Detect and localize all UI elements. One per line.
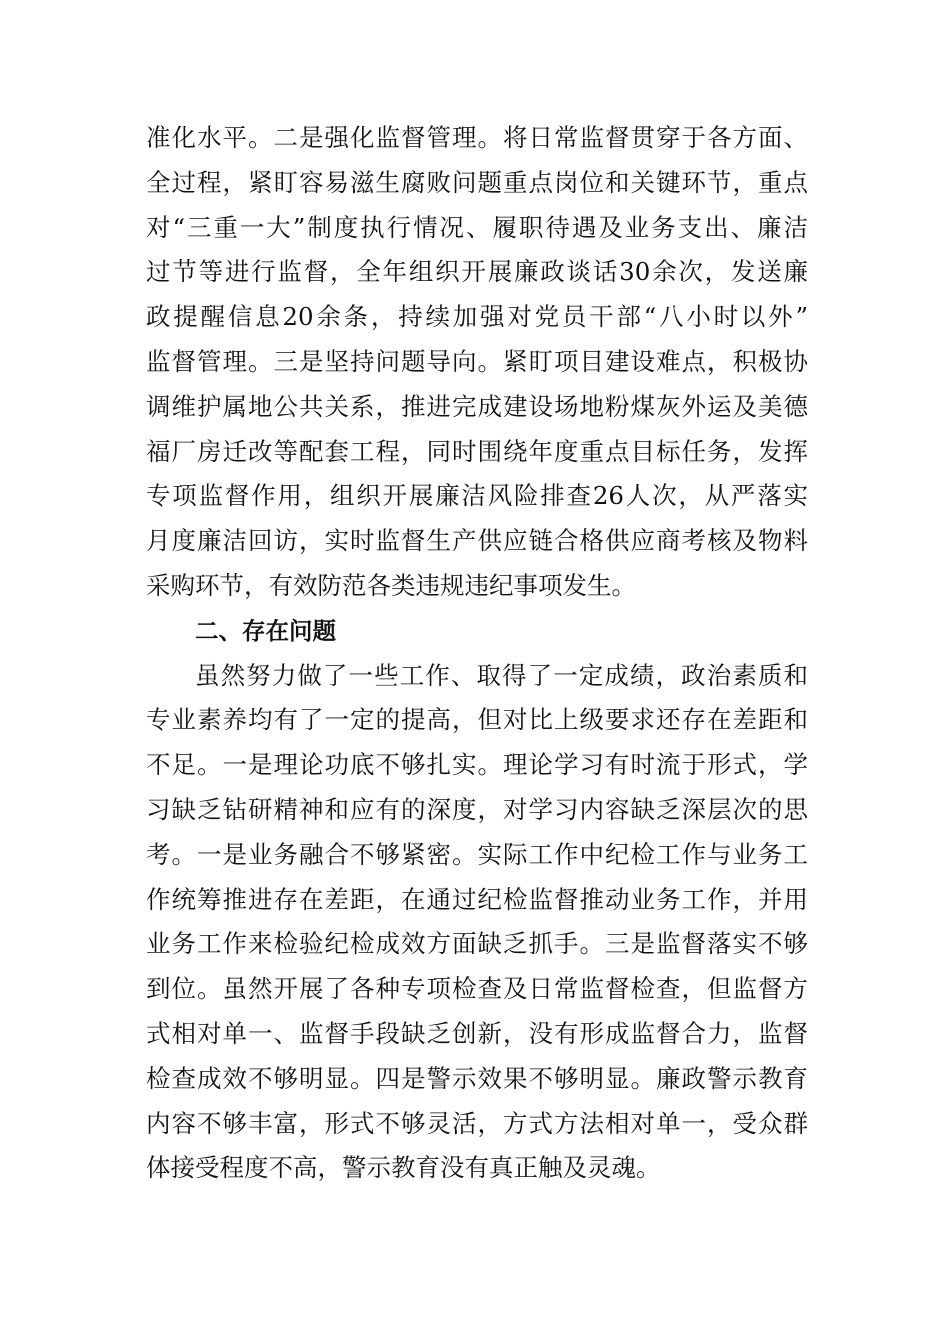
text-line: 体接受程度不高，警示教育没有真正触及灵魂。 [146,1153,661,1183]
section-heading: 二、存在问题 [195,616,336,645]
text-line: 检查成效不够明显。四是警示效果不够明显。廉政警示教育 [146,1063,808,1093]
text-line: 虽然努力做了一些工作、取得了一定成绩，政治素质和 [195,660,808,690]
text-line: 专业素养均有了一定的提高，但对比上级要求还存在差距和 [146,705,808,735]
text-line: 业务工作来检验纪检成效方面缺乏抓手。三是监督落实不够 [146,929,808,959]
document-body [146,116,808,1191]
text-line: 政提醒信息20余条，持续加强对党员干部“八小时以外” [146,302,808,332]
paragraph-continued [146,116,808,609]
text-line: 全过程，紧盯容易滋生腐败问题重点岗位和关键环节，重点 [146,167,808,197]
paragraph-problems [146,654,808,1192]
text-line: 采购环节，有效防范各类违规违纪事项发生。 [146,570,636,600]
text-line: 准化水平。二是强化监督管理。将日常监督贯穿于各方面、 [146,123,808,152]
text-line: 习缺乏钻研精神和应有的深度，对学习内容缺乏深层次的思 [146,794,808,824]
text-line: 式相对单一、监督手段缺乏创新，没有形成监督合力，监督 [146,1018,808,1048]
text-line: 月度廉洁回访，实时监督生产供应链合格供应商考核及物料 [146,526,808,556]
text-line: 调维护属地公共关系，推进完成建设场地粉煤灰外运及美德 [146,391,808,421]
text-line: 福厂房迁改等配套工程，同时围绕年度重点目标任务，发挥 [146,436,808,466]
text-line: 监督管理。三是坚持问题导向。紧盯项目建设难点，积极协 [146,346,808,376]
text-line: 对“三重一大”制度执行情况、履职待遇及业务支出、廉洁 [146,212,808,242]
text-line: 考。一是业务融合不够紧密。实际工作中纪检工作与业务工 [146,839,808,869]
text-line: 不足。一是理论功底不够扎实。理论学习有时流于形式，学 [146,750,808,780]
text-line: 作统筹推进存在差距，在通过纪检监督推动业务工作，并用 [146,884,808,914]
text-line: 过节等进行监督，全年组织开展廉政谈话30余次，发送廉 [146,257,808,287]
text-line: 专项监督作用，组织开展廉洁风险排查26人次，从严落实 [146,481,808,511]
text-line: 内容不够丰富，形式不够灵活，方式方法相对单一，受众群 [146,1108,808,1138]
text-line: 到位。虽然开展了各种专项检查及日常监督检查，但监督方 [146,974,808,1004]
